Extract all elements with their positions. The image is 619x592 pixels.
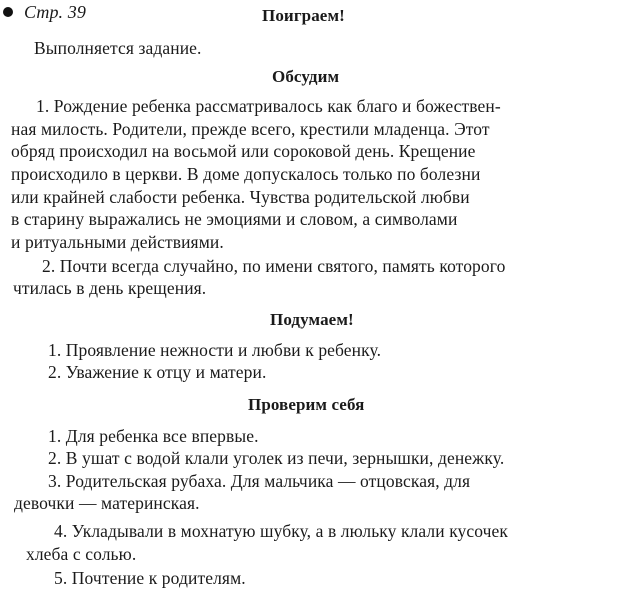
discuss-p2-line-1: 2. Почти всегда случайно, по имени святого, память которого [42, 256, 506, 276]
check-item-1: 1. Для ребенка все впервые. [48, 426, 259, 446]
check-item-3: 3. Родительская рубаха. Для мальчика — отцовская, для [48, 471, 471, 491]
check-item-3-cont: девочки — материнская. [14, 493, 200, 513]
play-text: Выполняется задание. [34, 38, 202, 58]
section-title-discuss: Обсудим [272, 67, 340, 86]
section-title-think: Подумаем! [270, 310, 354, 329]
bullet-icon [3, 7, 13, 17]
discuss-p1-line-4: происходило в церкви. В доме допускалось только по болезни [11, 164, 481, 184]
discuss-p1-line-6: в старину выражались не эмоциями и словом, а символами [11, 209, 458, 229]
check-item-4-cont: хлеба с солью. [26, 544, 137, 564]
discuss-p1-line-7: и ритуальными действиями. [11, 232, 224, 252]
check-item-2: 2. В ушат с водой клали уголек из печи, зернышки, денежку. [48, 448, 505, 468]
discuss-p1-line-1: 1. Рождение ребенка рассматривалось как благо и божествен- [36, 96, 501, 116]
section-title-check: Проверим себя [248, 395, 365, 414]
discuss-p1-line-3: обряд происходил на восьмой или сороковой день. Крещение [11, 141, 476, 161]
section-title-play: Поиграем! [262, 6, 345, 25]
discuss-p2-line-2: чтилась в день крещения. [13, 278, 207, 298]
think-item-2: 2. Уважение к отцу и матери. [48, 362, 267, 382]
check-item-5: 5. Почтение к родителям. [54, 568, 246, 588]
discuss-p1-line-2: ная милость. Родители, прежде всего, крестили младенца. Этот [11, 119, 490, 139]
check-item-4: 4. Укладывали в мохнатую шубку, а в люльку клали кусочек [54, 521, 509, 541]
think-item-1: 1. Проявление нежности и любви к ребенку. [48, 340, 382, 360]
page-reference: Стр. 39 [24, 2, 86, 22]
discuss-p1-line-5: или крайней слабости ребенка. Чувства родительской любви [11, 187, 470, 207]
